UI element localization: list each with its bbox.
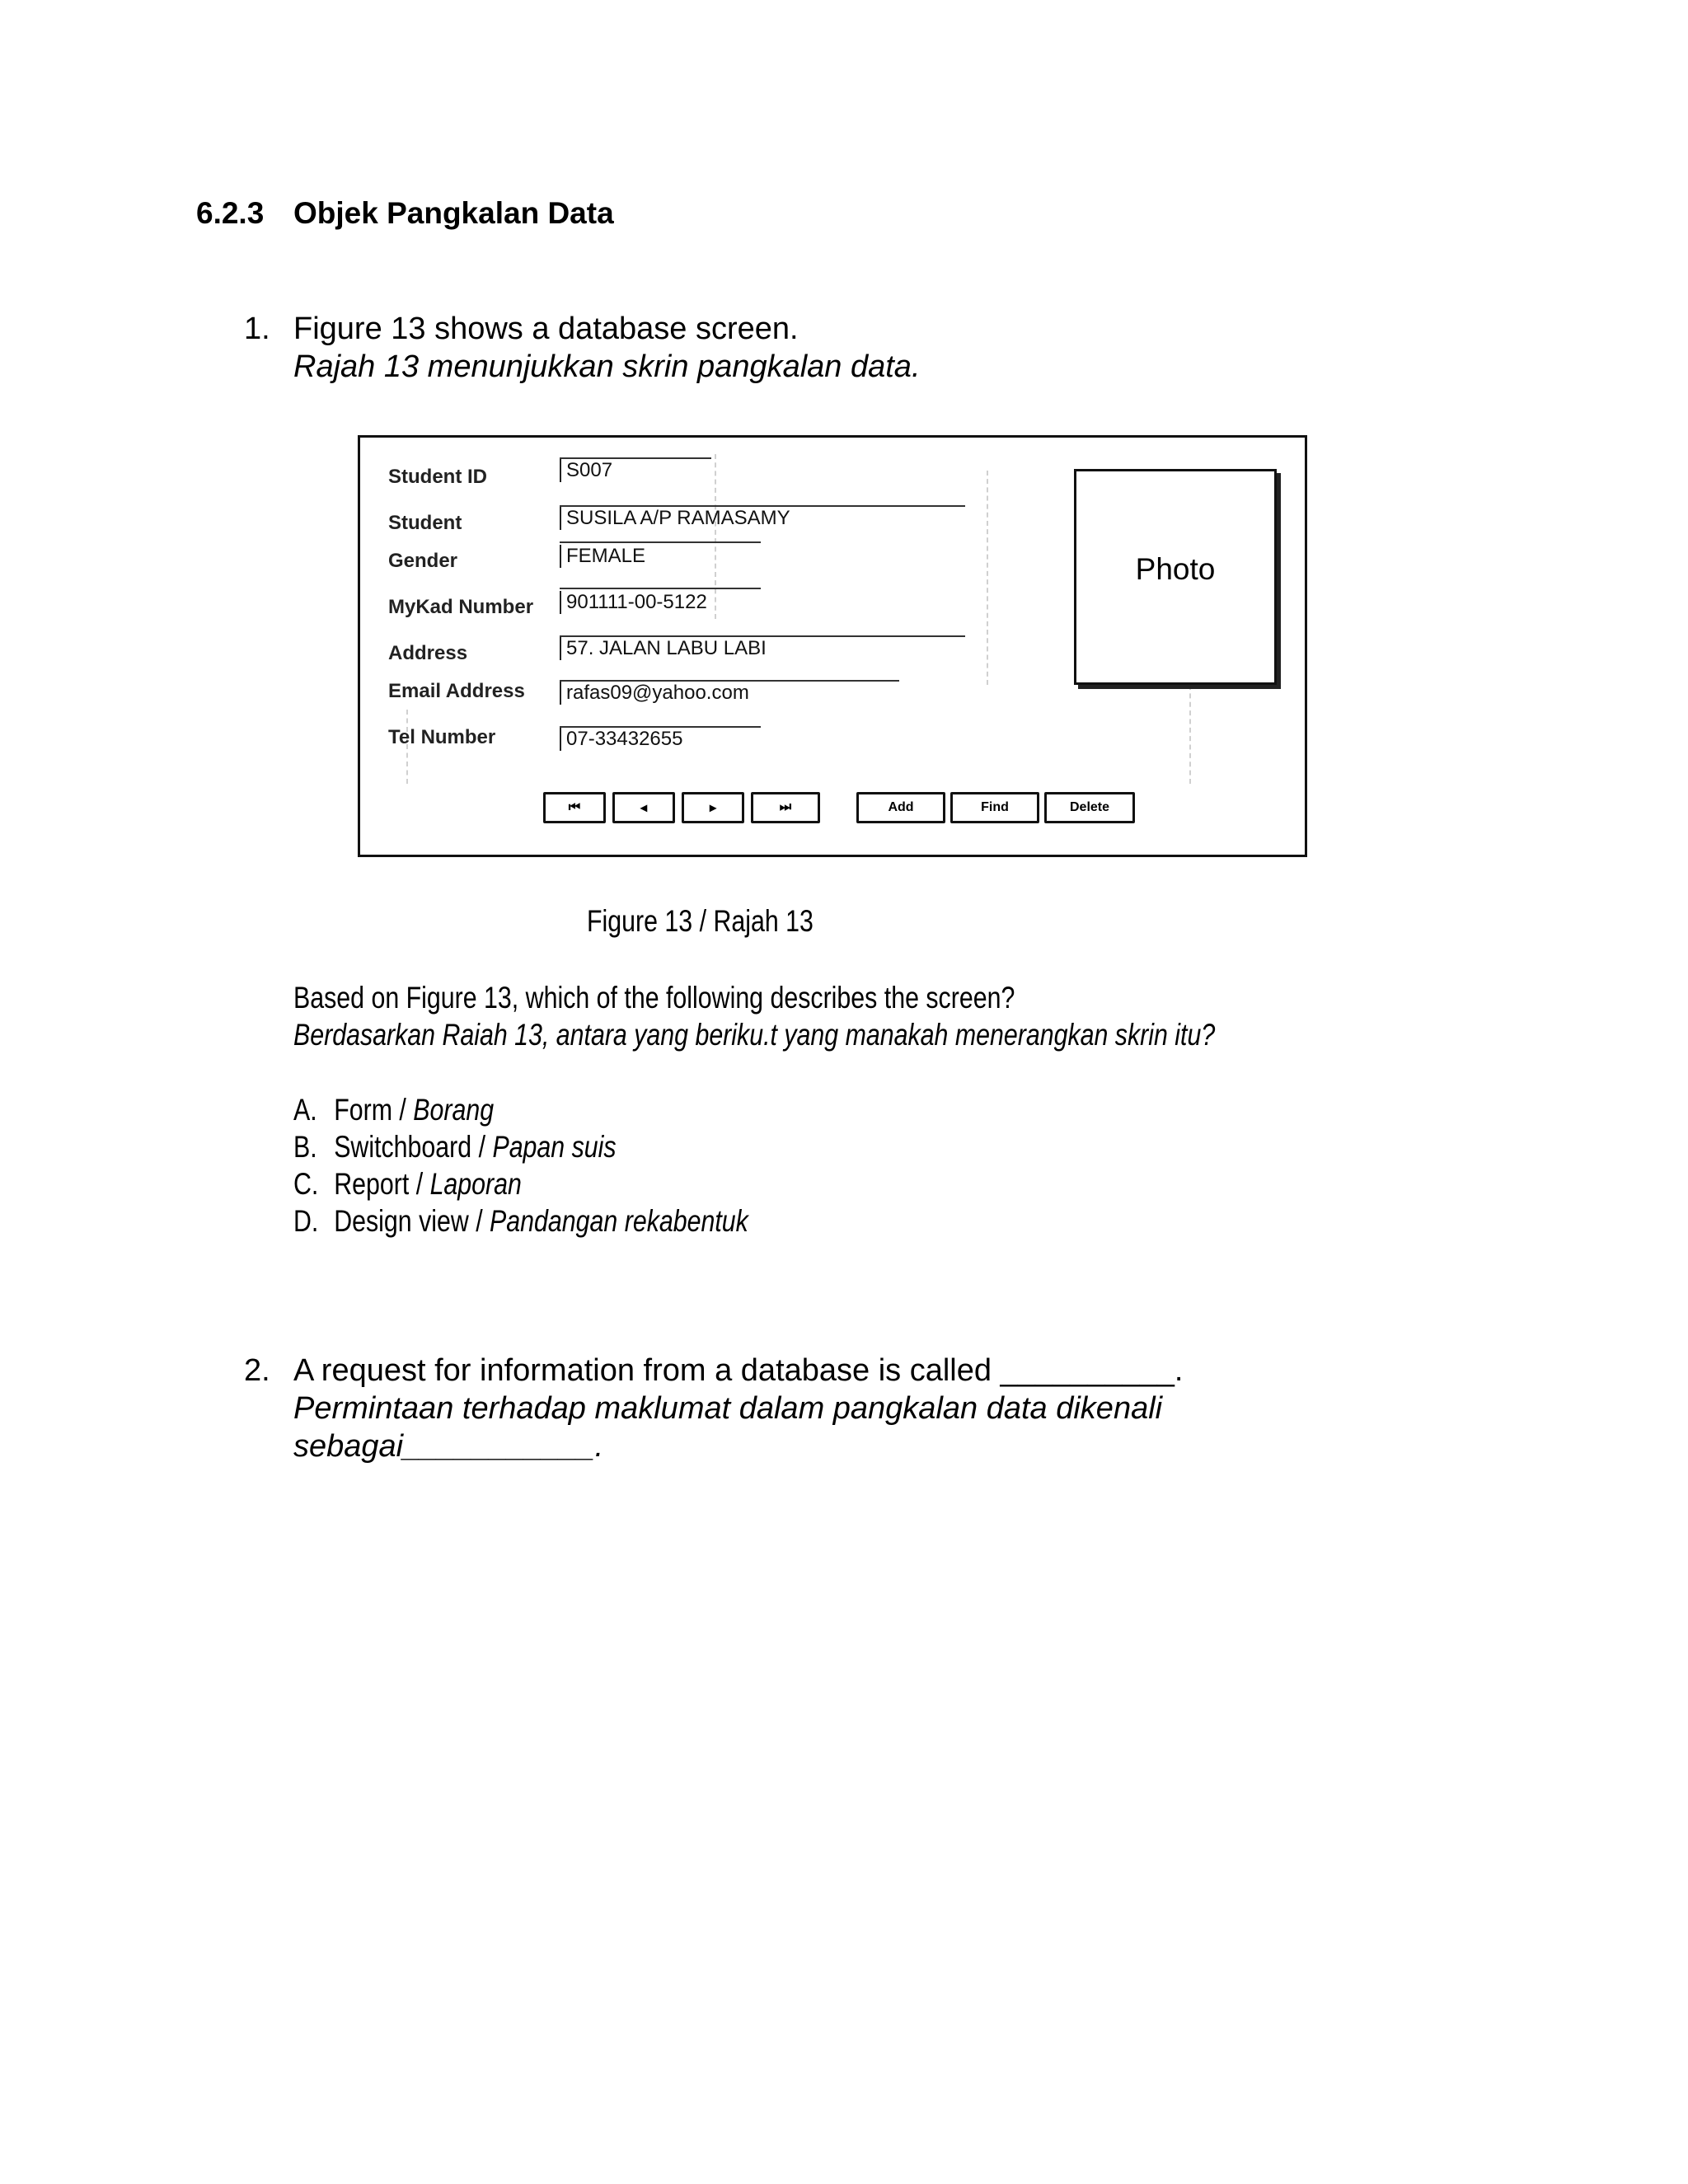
photo-label: Photo [1135, 552, 1216, 586]
option-d[interactable] [293, 1202, 748, 1240]
question-1-text-ms: Rajah 13 menunjukkan skrin pangkalan data. [293, 349, 921, 384]
address-field[interactable]: 57. JALAN LABU LABI [560, 637, 767, 660]
email-address-label: Email Address [388, 680, 525, 702]
email-address-field[interactable]: rafas09@yahoo.com [560, 682, 749, 705]
option-b-text-ms: Papan suis [492, 1130, 617, 1164]
option-a-text-ms: Borang [413, 1093, 495, 1127]
question-1 [244, 310, 921, 386]
option-d-text-en: Design view / [334, 1204, 490, 1238]
mykad-number-label: MyKad Number [388, 596, 534, 618]
tel-number-field[interactable]: 07-33432655 [560, 728, 682, 751]
option-c-letter: C. [293, 1167, 319, 1201]
question-1-number: 1. [244, 312, 270, 346]
option-b[interactable] [293, 1128, 617, 1165]
question-1-text-en: Figure 13 shows a database screen. [293, 312, 799, 346]
photo-box [1074, 469, 1277, 685]
option-a[interactable] [293, 1091, 494, 1128]
next-record-button[interactable]: ▸ [682, 792, 744, 823]
student-name-label: Student [388, 512, 462, 534]
find-button[interactable]: Find [950, 792, 1039, 823]
student-id-field[interactable]: S007 [560, 459, 612, 482]
option-c-text-ms: Laporan [429, 1167, 522, 1201]
option-a-letter: A. [293, 1093, 317, 1127]
question-1-prompt-ms: Berdasarkan Raiah 13, antara yang beriku.t yang manakah menerangkan skrin itu? [293, 1018, 1216, 1052]
question-2-number: 2. [244, 1353, 270, 1388]
address-label: Address [388, 642, 468, 664]
figure-caption: Figure 13 / Rajah 13 [587, 904, 814, 938]
last-record-button[interactable]: ⏭ [751, 792, 820, 823]
question-2-text-en: A request for information from a database is called __________. [293, 1353, 1184, 1388]
delete-button[interactable]: Delete [1044, 792, 1135, 823]
section-heading [196, 196, 614, 231]
option-c[interactable] [293, 1165, 522, 1202]
section-title: Objek Pangkalan Data [293, 196, 614, 230]
question-2-text-ms-line1: Permintaan terhadap maklumat dalam pangkalan data dikenali [293, 1391, 1163, 1426]
database-form-figure [358, 435, 1307, 857]
section-number: 6.2.3 [196, 196, 265, 230]
gender-label: Gender [388, 550, 458, 572]
tel-number-label: Tel Number [388, 726, 496, 748]
question-2-text-ms-line2: sebagai___________. [293, 1429, 604, 1464]
question-2 [244, 1352, 1184, 1465]
mykad-number-field[interactable]: 901111-00-5122 [560, 591, 707, 614]
add-button[interactable]: Add [856, 792, 945, 823]
question-1-prompt-en: Based on Figure 13, which of the following describes the screen? [293, 981, 1015, 1015]
option-d-text-ms: Pandangan rekabentuk [490, 1204, 748, 1238]
option-a-text-en: Form / [334, 1093, 414, 1127]
student-name-field[interactable]: SUSILA A/P RAMASAMY [560, 507, 790, 530]
option-d-letter: D. [293, 1204, 319, 1238]
previous-record-button[interactable]: ◂ [612, 792, 675, 823]
first-record-button[interactable]: ⏮ [543, 792, 606, 823]
student-id-label: Student ID [388, 466, 487, 488]
option-c-text-en: Report / [334, 1167, 430, 1201]
option-b-text-en: Switchboard / [334, 1130, 493, 1164]
gender-field[interactable]: FEMALE [560, 545, 645, 568]
option-b-letter: B. [293, 1130, 317, 1164]
